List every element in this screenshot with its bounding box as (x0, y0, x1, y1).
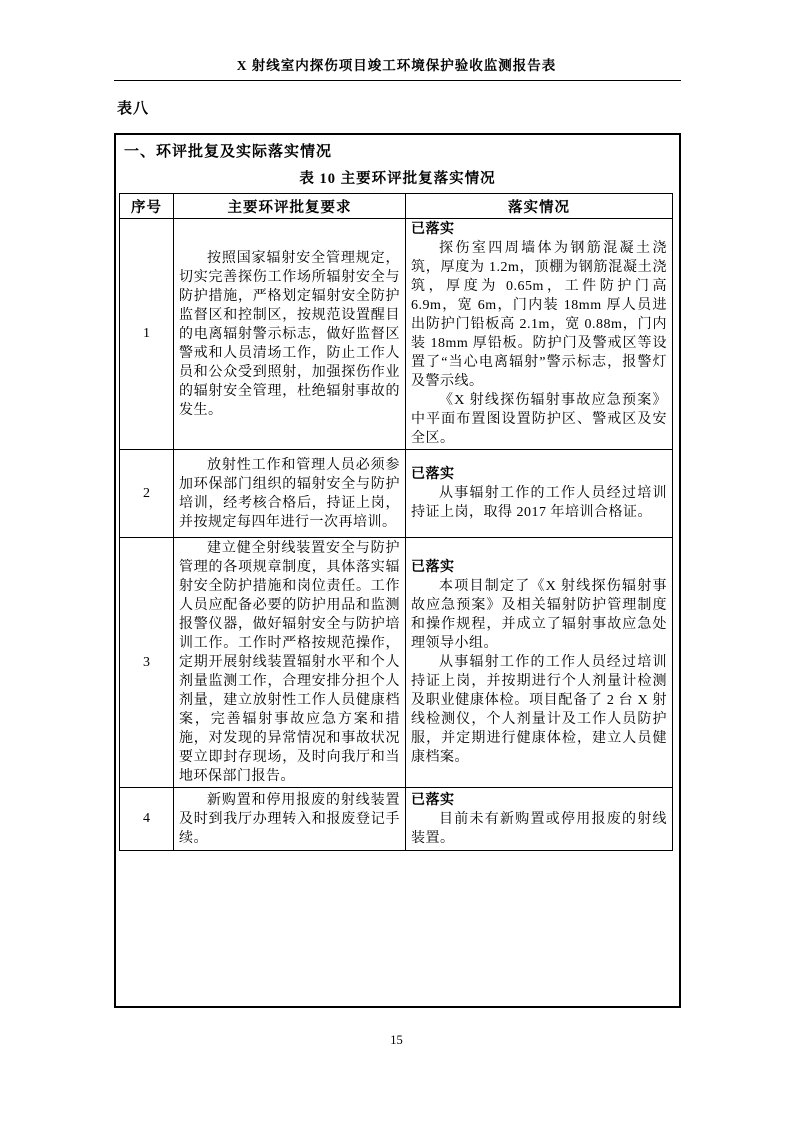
status-cell (406, 788, 673, 851)
requirement-cell (174, 788, 406, 851)
status-paragraph: 目前未有新购置或停用报废的射线装置。 (411, 811, 667, 846)
table-header-row (120, 194, 673, 219)
requirement-cell (174, 450, 406, 538)
status-paragraph: 《X 射线探伤辐射事故应急预案》中平面布置图设置防护区、警戒区及安全区。 (411, 393, 667, 446)
status-label: 已落实 (411, 467, 455, 482)
requirement-text: 按照国家辐射安全管理规定，切实完善探伤工作场所辐射安全与防护措施，严格划定辐射安全防护监督区和控制区，按规范设置醒目的电离辐射警示标志，做好监督区警戒和人员清场工作，防止工作人员和公众受到照射，加强探伤作业的辐射安全管理，杜绝辐射事故的发生。 (179, 250, 400, 418)
row-number: 4 (120, 788, 174, 851)
requirement-cell (174, 219, 406, 450)
status-label: 已落实 (411, 792, 455, 808)
content-box (114, 133, 681, 1008)
table-row (120, 788, 673, 851)
col-header-status: 落实情况 (406, 194, 673, 219)
table-eight-label: 表八 (117, 101, 150, 117)
status-paragraph: 从事辐射工作的工作人员经过培训持证上岗，取得 2017 年培训合格证。 (411, 486, 667, 520)
row-number: 3 (120, 538, 174, 788)
status-label: 已落实 (411, 560, 455, 575)
table-row (120, 538, 673, 788)
row-number: 2 (120, 450, 174, 538)
status-label: 已落实 (411, 222, 455, 237)
table-row (120, 219, 673, 450)
requirement-text: 建立健全射线装置安全与防护管理的各项规章制度，具体落实辐射安全防护措施和岗位责任。工作人员应配备必要的防护用品和监测报警仪器，做好辐射安全与防护培训工作。工作时严格按规范操作，定期开展射线装置辐射水平和个人剂量监测工作，合理安排分担个人剂量，建立放射性工作人员健康档案，完善辐射事故应急方案和措施，对发现的异常情况和事故状况要立即封存现场，及时向我厅和当地环保部门报告。 (179, 541, 400, 784)
requirement-text: 新购置和停用报废的射线装置及时到我厅办理转入和报废登记手续。 (179, 792, 400, 846)
doc-header-title: X 射线室内探伤项目竣工环境保护验收监测报告表 (236, 58, 557, 73)
approval-table (119, 193, 673, 851)
col-header-no: 序号 (120, 194, 174, 219)
page-number: 15 (390, 1033, 403, 1047)
section-title: 一、环评批复及实际落实情况 (124, 144, 333, 160)
requirement-text: 放射性工作和管理人员必须参加环保部门组织的辐射安全与防护培训，经考核合格后，持证上岗，并按规定每四年进行一次再培训。 (179, 457, 400, 530)
table-caption: 表 10 主要环评批复落实情况 (299, 171, 496, 187)
row-number: 1 (120, 219, 174, 450)
table-row (120, 450, 673, 538)
status-paragraph: 探伤室四周墙体为钢筋混凝土浇筑，厚度为 1.2m，顶棚为钢筋混凝土浇筑，厚度为 0.65m，工件防护门高 6.9m，宽 6m，门内装 18mm 厚人员进出防护门铅板高 2.1m，宽 0.88m，门内装 18mm 厚铅板。防护门及警戒区等设置了“当心电离辐射”警示标志，报警灯及警示线。 (411, 241, 667, 389)
status-cell (406, 538, 673, 788)
header-divider (114, 80, 681, 81)
status-cell (406, 219, 673, 450)
status-cell (406, 450, 673, 538)
status-paragraph: 本项目制定了《X 射线探伤辐射事故应急预案》及相关辐射防护管理制度和操作规程，并成立了辐射事故应急处理领导小组。 (411, 579, 667, 651)
col-header-requirement: 主要环评批复要求 (174, 194, 406, 219)
requirement-cell (174, 538, 406, 788)
status-paragraph: 从事辐射工作的工作人员经过培训持证上岗，并按期进行个人剂量计检测及职业健康体检。项目配备了 2 台 X 射线检测仪，个人剂量计及工作人员防护服，并定期进行健康体检，建立人员健康档案。 (411, 655, 667, 765)
